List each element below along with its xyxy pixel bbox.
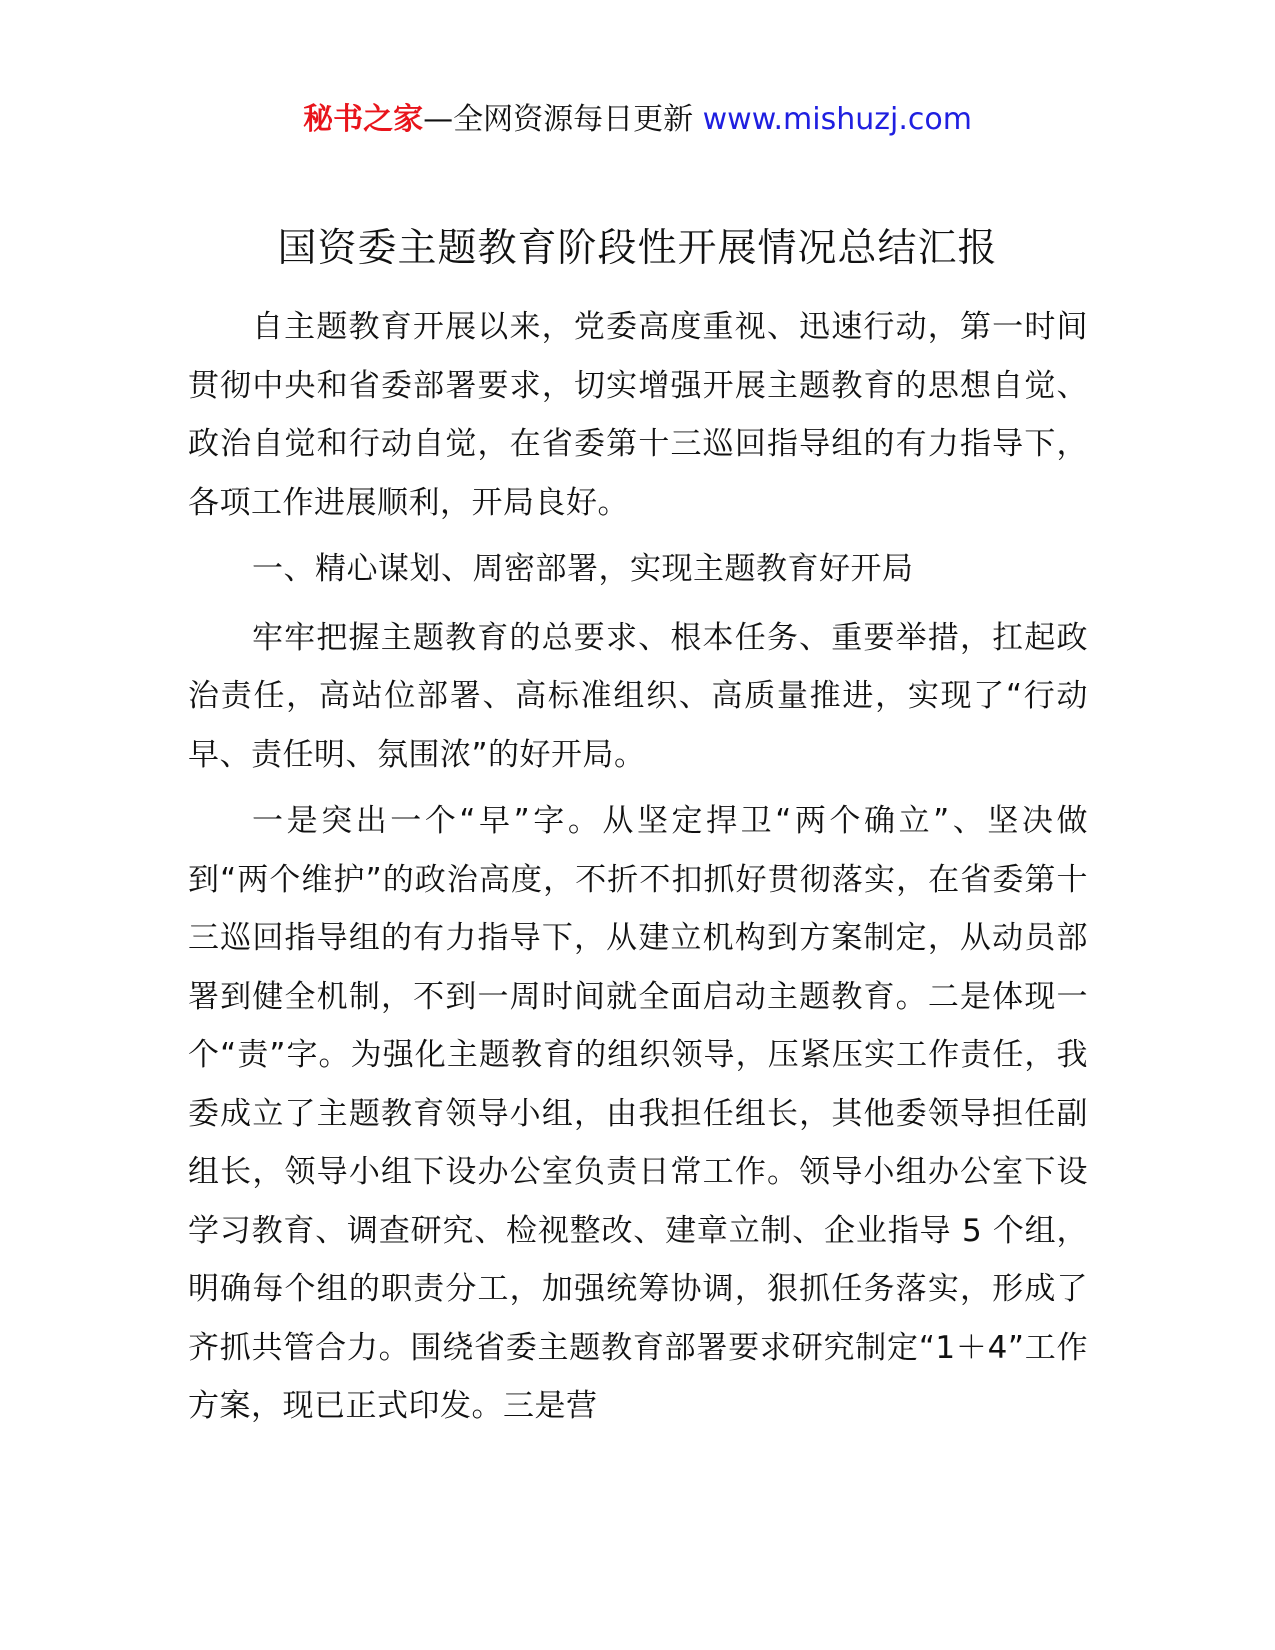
paragraph-section-1-summary: 牢牢把握主题教育的总要求、根本任务、重要举措，扛起政治责任，高站位部署、高标准组织、高质量推进，实现了“行动早、责任明、氛围浓”的好开局。 (188, 619, 1088, 773)
site-brand: 秘书之家 (303, 102, 424, 137)
section-heading-1: 一、精心谋划、周密部署，实现主题教育好开局 (252, 551, 914, 587)
document-title: 国资委主题教育阶段性开展情况总结汇报 (277, 226, 998, 271)
site-tagline: —全网资源每日更新 (423, 102, 703, 137)
site-header (0, 100, 1275, 140)
site-url-link[interactable]: www.mishuzj.com (702, 102, 972, 137)
paragraph-section-1-details: 一是突出一个“早”字。从坚定捍卫“两个确立”、坚决做到“两个维护”的政治高度，不折不扣抓好贯彻落实，在省委第十三巡回指导组的有力指导下，从建立机构到方案制定，从动员部署到健全机制，不到一周时间就全面启动主题教育。二是体现一个“责”字。为强化主题教育的组织领导，压紧压实工作责任，我委成立了主题教育领导小组，由我担任组长，其他委领导担任副组长，领导小组下设办公室负责日常工作。领导小组办公室下设学习教育、调查研究、检视整改、建章立制、企业指导 5 个组，明确每个组的职责分工，加强统筹协调，狠抓任务落实，形成了齐抓共管合力。围绕省委主题教育部署要求研究制定“1＋4”工作方案，现已正式印发。三是营 (188, 803, 1088, 1424)
paragraph-intro: 自主题教育开展以来，党委高度重视、迅速行动，第一时间贯彻中央和省委部署要求，切实增强开展主题教育的思想自觉、政治自觉和行动自觉，在省委第十三巡回指导组的有力指导下，各项工作进展顺利，开局良好。 (188, 309, 1088, 521)
document-body (188, 298, 1088, 1444)
